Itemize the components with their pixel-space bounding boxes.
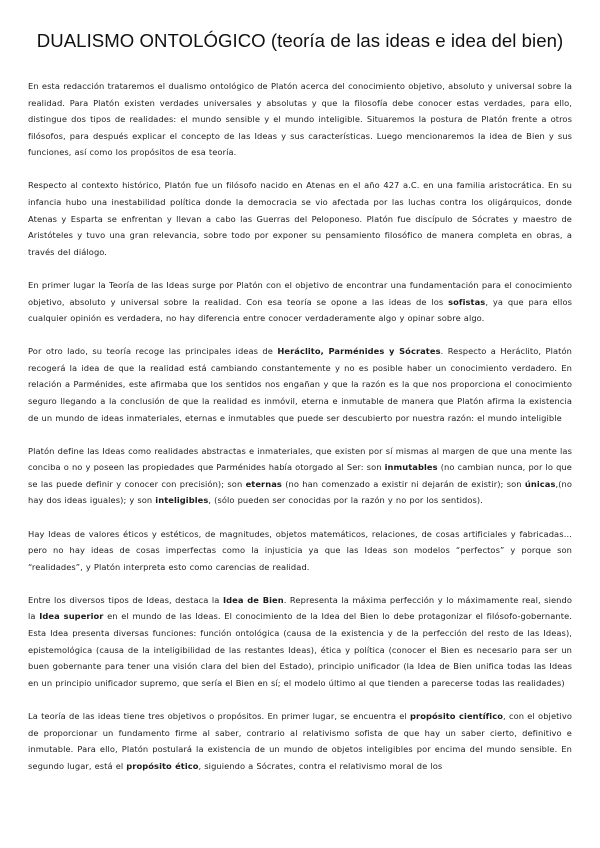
text-run: , (sólo pueden ser conocidas por la razón y no por los sentidos). (208, 495, 483, 506)
bold-term: propósito científico (410, 710, 504, 721)
text-run: ,(no hay dos ideas iguales); y son (28, 478, 573, 506)
text-run: . Respecto a Heráclito, Platón recogerá la idea de que la realidad está cambiando constantemente y no es posible haber un conocimiento verdadero. En relación a Parménides, este afirmaba que los sentidos nos engañan y que la razón es la que nos proporciona el conocimiento seguro llegando a la conclusión de que la realidad es inmóvil, eterna e inmutable de manera que Platón afirma la existencia de un mundo de ideas inmateriales, eternas e inmutables que puede ser descubierto por nuestra razón: el mundo inteligible (28, 346, 572, 423)
bold-term: únicas (524, 478, 556, 489)
text-run: , siguiendo a Sócrates, contra el relativismo moral de los (198, 760, 443, 771)
text-run: En primer lugar la Teoría de las Ideas surge por Platón con el objetivo de encontrar una fundamentación para el conocimiento objetivo, absoluto y universal sobre la realidad. Con esa teoría se opone a las ideas de los (28, 279, 572, 307)
paragraph-intro (28, 78, 572, 161)
text-run: Respecto al contexto histórico, Platón fue un filósofo nacido en Atenas en el año 427 a.C. en una familia aristocrática. En su infancia hubo una inestabilidad política donde la democracia se vio afectada por las luchas contra los oligárquicos, donde Atenas y Esparta se enfrentan y llevan a cabo las Guerras del Peloponeso. Platón fue discípulo de Sócrates y maestro de Aristóteles y tuvo una gran relevancia, sobre todo por exponer su pensamiento filosófico de manera completa en obras, a través del diálogo. (28, 180, 572, 257)
bold-term: Heráclito, Parménides y Sócrates (277, 346, 441, 357)
text-run: Hay Ideas de valores éticos y estéticos, de magnitudes, objetos matemáticos, relaciones, de cosas artificiales y fabricadas… pero no hay ideas de cosas imperfectas como la injusticia ya que las Ideas son modelos “perfectos” y porque son “realidades”, y Platón interpreta esto como carencias de realidad. (28, 528, 572, 572)
bold-term: Idea superior (39, 611, 104, 622)
paragraph-purposes (28, 708, 572, 774)
text-run: . Representa la máxima perfección y lo máximamente real, siendo la (28, 594, 572, 622)
paragraph-idea-of-good (28, 592, 572, 692)
text-run: , con el objetivo de proporcionar un fundamento firme al saber, contrario al relativismo sofista de que hay un saber cierto, definitivo e inmutable. Para ello, Platón postulará la existencia de un mundo de objetos inteligibles por encima del mundo sensible. En segundo lugar, está el (28, 710, 572, 771)
bold-term: eternas (245, 478, 282, 489)
text-run: (no cambian nunca, por lo que se las puede definir y conocer con precisión); son (28, 462, 572, 489)
document-body (28, 78, 572, 774)
paragraph-influences (28, 343, 572, 426)
bold-term: sofistas (448, 296, 486, 307)
paragraph-theory-origin (28, 277, 572, 327)
text-run: Entre los diversos tipos de Ideas, destaca la (28, 594, 223, 605)
paragraph-historical-context (28, 177, 572, 260)
bold-term: propósito ético (126, 760, 199, 771)
text-run: , ya que para ellos cualquier opinión es verdadera, no hay diferencia entre conocer verdaderamente algo y opinar sobre algo. (28, 296, 572, 324)
document-title: DUALISMO ONTOLÓGICO (teoría de las ideas e idea del bien) (36, 30, 564, 51)
paragraph-ideas-definition (28, 443, 572, 509)
text-run: En esta redacción trataremos el dualismo ontológico de Platón acerca del conocimiento objetivo, absoluto y universal sobre la realidad. Para Platón existen verdades universales y absolutas y que la filosofía debe conocer estas verdades, para ello, distingue dos tipos de realidades: el mundo sensible y el mundo inteligible. Situaremos la postura de Platón frente a otros filósofos, para después explicar el concepto de las Ideas y sus características. Luego mencionaremos la idea de Bien y sus funciones, así como los propósitos de esa teoría. (28, 81, 572, 158)
paragraph-types-of-ideas (28, 526, 572, 576)
bold-term: inmutables (384, 462, 438, 473)
text-run: (no han comenzado a existir ni dejarán de existir); son (281, 478, 525, 489)
bold-term: inteligibles (155, 495, 209, 506)
text-run: Platón define las Ideas como realidades abstractas e inmateriales, que existen por sí mismas al margen de que una mente las conciba o no y poseen las propiedades que Parménides había otorgado al Ser: son (28, 445, 572, 473)
text-run: en el mundo de las Ideas. El conocimiento de la Idea del Bien lo debe protagonizar el filósofo-gobernante. Esta Idea presenta diversas funciones: función ontológica (causa de la existencia y de la perfección del resto de las Ideas), epistemológica (causa de la inteligibilidad de las restantes Ideas), ética y política (conocer el Bien es necesario para ser un buen gobernante para tener una visión clara del bien del Estado), principio unificador (la Idea de Bien unifica todas las Ideas en un principio unificador supremo, que sería el Bien en sí; el modelo último al que tienden a parecerse todas las realidades) (28, 611, 572, 688)
text-run: La teoría de las ideas tiene tres objetivos o propósitos. En primer lugar, se encuentra el (28, 710, 411, 721)
bold-term: Idea de Bien (222, 594, 284, 605)
text-run: Por otro lado, su teoría recoge las principales ideas de (28, 346, 278, 357)
